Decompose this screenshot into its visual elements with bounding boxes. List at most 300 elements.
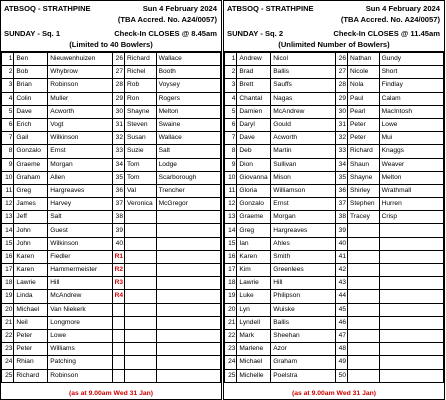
first-name: Kim — [237, 264, 271, 277]
entry-number: 23 — [2, 343, 14, 356]
first-name: Gloria — [237, 184, 271, 197]
entry-number: 13 — [2, 211, 14, 224]
surname: Hill — [271, 277, 335, 290]
surname: Calam — [379, 92, 443, 105]
entry-number: 28 — [335, 79, 347, 92]
entry-number: 14 — [2, 224, 14, 237]
table-row — [2, 329, 221, 342]
surname: Gundy — [379, 53, 443, 66]
entry-number: 30 — [112, 105, 124, 118]
first-name — [348, 264, 380, 277]
first-name: Giovanna — [237, 171, 271, 184]
first-name: Brett — [237, 79, 271, 92]
surname: Melton — [379, 171, 443, 184]
table-row — [225, 369, 444, 382]
table-row — [2, 79, 221, 92]
surname: Hammermeister — [48, 264, 112, 277]
surname — [379, 290, 443, 303]
squad-2-header — [224, 1, 444, 52]
surname — [379, 264, 443, 277]
entry-number: 3 — [2, 79, 14, 92]
entry-number: 35 — [112, 171, 124, 184]
surname: Smith — [271, 250, 335, 263]
surname — [156, 329, 220, 342]
entry-number: 37 — [112, 198, 124, 211]
surname: Williams — [48, 343, 112, 356]
first-name: Suzie — [125, 145, 157, 158]
entry-number: 46 — [335, 316, 347, 329]
surname — [379, 356, 443, 369]
surname: Lowe — [48, 329, 112, 342]
first-name — [125, 303, 157, 316]
first-name — [125, 237, 157, 250]
table-row — [2, 264, 221, 277]
surname — [156, 211, 220, 224]
table-row — [2, 118, 221, 131]
first-name — [348, 224, 380, 237]
surname: Graham — [271, 356, 335, 369]
surname: Short — [379, 66, 443, 79]
table-row — [2, 66, 221, 79]
first-name: Gail — [14, 132, 48, 145]
first-name — [125, 290, 157, 303]
surname: Rogers — [156, 92, 220, 105]
first-name: Damien — [237, 105, 271, 118]
entry-number: 9 — [2, 158, 14, 171]
surname: Findlay — [379, 79, 443, 92]
entry-number: R1 — [112, 250, 124, 263]
surname: Morgan — [48, 158, 112, 171]
entry-number: 29 — [112, 92, 124, 105]
first-name: Tom — [125, 171, 157, 184]
entry-number: 13 — [225, 211, 237, 224]
first-name: Nathan — [348, 53, 380, 66]
first-name: Richel — [125, 66, 157, 79]
table-row — [2, 316, 221, 329]
entry-number: 5 — [225, 105, 237, 118]
entry-number: 24 — [225, 356, 237, 369]
entry-number: 26 — [335, 53, 347, 66]
table-row — [225, 224, 444, 237]
table-row — [225, 132, 444, 145]
table-row — [2, 158, 221, 171]
first-name: Chantal — [237, 92, 271, 105]
entry-number: 2 — [2, 66, 14, 79]
first-name: Veronica — [125, 198, 157, 211]
surname — [379, 343, 443, 356]
entry-number: 17 — [225, 264, 237, 277]
entry-number: 24 — [2, 356, 14, 369]
squad-2-entries-table — [224, 52, 444, 383]
entry-number: 36 — [112, 184, 124, 197]
table-row — [225, 171, 444, 184]
table-row — [225, 53, 444, 66]
entry-number: R2 — [112, 264, 124, 277]
first-name: Brian — [14, 79, 48, 92]
first-name: Richard — [14, 369, 48, 382]
surname: McAndrew — [271, 105, 335, 118]
entry-number: 10 — [2, 171, 14, 184]
entry-number: 19 — [2, 290, 14, 303]
first-name — [348, 356, 380, 369]
table-row — [225, 105, 444, 118]
table-row — [2, 369, 221, 382]
table-row — [225, 250, 444, 263]
first-name — [125, 264, 157, 277]
entry-number: 21 — [2, 316, 14, 329]
first-name: Dion — [237, 158, 271, 171]
entry-number: 1 — [2, 53, 14, 66]
entry-number: 27 — [112, 66, 124, 79]
entry-number: 39 — [335, 224, 347, 237]
first-name: Tracey — [348, 211, 380, 224]
club-title: ATBSOQ - STRATHPINE — [4, 4, 91, 13]
surname: Hargreaves — [48, 184, 112, 197]
first-name: Lawrie — [237, 277, 271, 290]
table-row — [2, 356, 221, 369]
first-name: Michelle — [237, 369, 271, 382]
entry-number — [112, 369, 124, 382]
table-row — [225, 145, 444, 158]
first-name: Karen — [14, 250, 48, 263]
first-name: Graham — [14, 171, 48, 184]
entry-number — [112, 343, 124, 356]
first-name: Mark — [237, 329, 271, 342]
first-name — [125, 316, 157, 329]
first-name: Gonzalo — [14, 145, 48, 158]
entry-number: 7 — [2, 132, 14, 145]
entry-number: 34 — [335, 158, 347, 171]
first-name — [348, 316, 380, 329]
surname: Lodge — [156, 158, 220, 171]
surname: Robinson — [48, 369, 112, 382]
table-row — [225, 356, 444, 369]
session-label: SUNDAY - Sq. 2 — [227, 29, 284, 38]
surname: Guest — [48, 224, 112, 237]
first-name: Peter — [14, 343, 48, 356]
first-name — [348, 369, 380, 382]
surname: Ahles — [271, 237, 335, 250]
surname: Ballis — [271, 316, 335, 329]
surname — [379, 277, 443, 290]
surname: Weaver — [379, 158, 443, 171]
first-name: Lyn — [237, 303, 271, 316]
surname: Poelstra — [271, 369, 335, 382]
entry-number: 32 — [112, 132, 124, 145]
first-name: James — [14, 198, 48, 211]
table-row — [225, 277, 444, 290]
entry-number: 49 — [335, 356, 347, 369]
first-name — [125, 369, 157, 382]
table-row — [225, 118, 444, 131]
surname: Azor — [271, 343, 335, 356]
first-name — [348, 303, 380, 316]
event-date: Sun 4 February 2024 — [365, 4, 440, 13]
surname: Muller — [48, 92, 112, 105]
entry-number: 16 — [225, 250, 237, 263]
entry-number: 36 — [335, 184, 347, 197]
first-name: Nicole — [348, 66, 380, 79]
surname: Ernst — [48, 145, 112, 158]
squad-1-header — [1, 1, 221, 52]
surname: Nagas — [271, 92, 335, 105]
entry-number — [112, 329, 124, 342]
entry-number: 44 — [335, 290, 347, 303]
first-name: Rhian — [14, 356, 48, 369]
surname: Ballis — [271, 66, 335, 79]
surname: Fiedler — [48, 250, 112, 263]
entry-number: 9 — [225, 158, 237, 171]
entry-number: 25 — [2, 369, 14, 382]
first-name — [125, 343, 157, 356]
first-name: Andrew — [237, 53, 271, 66]
surname: Longmore — [48, 316, 112, 329]
entry-number: 14 — [225, 224, 237, 237]
table-row — [225, 92, 444, 105]
entry-number: 31 — [112, 118, 124, 131]
table-row — [225, 329, 444, 342]
entry-number: 19 — [225, 290, 237, 303]
surname: Wilkinson — [48, 132, 112, 145]
entry-number: 32 — [335, 132, 347, 145]
surname — [379, 303, 443, 316]
table-row — [225, 211, 444, 224]
first-name: Erich — [14, 118, 48, 131]
entry-number: 42 — [335, 264, 347, 277]
entry-number: 3 — [225, 79, 237, 92]
surname — [156, 264, 220, 277]
first-name: Brad — [237, 66, 271, 79]
entry-number: 20 — [2, 303, 14, 316]
entry-number: 18 — [225, 277, 237, 290]
entry-number: 48 — [335, 343, 347, 356]
first-name: Richard — [125, 53, 157, 66]
surname: Salt — [48, 211, 112, 224]
entry-number: 39 — [112, 224, 124, 237]
entry-number: 20 — [225, 303, 237, 316]
club-title: ATBSOQ - STRATHPINE — [227, 4, 314, 13]
first-name: Ian — [237, 237, 271, 250]
first-name: Steven — [125, 118, 157, 131]
first-name: Karen — [237, 250, 271, 263]
table-row — [2, 105, 221, 118]
entry-number: 25 — [225, 369, 237, 382]
accreditation-number: (TBA Accred. No. A24/0057) — [340, 15, 440, 24]
first-name: Ron — [125, 92, 157, 105]
entry-number: 7 — [225, 132, 237, 145]
first-name: Lyndell — [237, 316, 271, 329]
table-row — [225, 198, 444, 211]
surname — [379, 369, 443, 382]
first-name: Shirley — [348, 184, 380, 197]
entry-number — [112, 316, 124, 329]
first-name — [125, 329, 157, 342]
first-name: Richard — [348, 145, 380, 158]
surname — [156, 343, 220, 356]
first-name — [348, 277, 380, 290]
first-name: Daryl — [237, 118, 271, 131]
entry-number: 5 — [2, 105, 14, 118]
entry-number: 28 — [112, 79, 124, 92]
table-row — [2, 250, 221, 263]
surname — [156, 277, 220, 290]
entry-number: 50 — [335, 369, 347, 382]
first-name: Dave — [14, 105, 48, 118]
entry-number: 33 — [335, 145, 347, 158]
entry-number: 47 — [335, 329, 347, 342]
surname — [379, 237, 443, 250]
surname: Morgan — [271, 211, 335, 224]
entry-number: 4 — [2, 92, 14, 105]
surname: Nicol — [271, 53, 335, 66]
first-name: Gonzalo — [237, 198, 271, 211]
entry-number: R4 — [112, 290, 124, 303]
first-name: Marlene — [237, 343, 271, 356]
checkin-closes: Check-In CLOSES @ 11.45am — [333, 29, 440, 38]
entry-number: 38 — [335, 211, 347, 224]
surname: Van Niekerk — [48, 303, 112, 316]
checkin-closes: Check-In CLOSES @ 8.45am — [114, 29, 217, 38]
first-name: John — [14, 224, 48, 237]
table-row — [2, 237, 221, 250]
entry-number: 12 — [225, 198, 237, 211]
first-name — [125, 250, 157, 263]
squad-1-panel — [0, 0, 222, 400]
surname: Greenlees — [271, 264, 335, 277]
entry-number: 8 — [2, 145, 14, 158]
first-name: John — [14, 237, 48, 250]
surname — [156, 224, 220, 237]
entry-number — [112, 303, 124, 316]
surname: Wrathmall — [379, 184, 443, 197]
first-name: Neil — [14, 316, 48, 329]
surname — [379, 224, 443, 237]
table-row — [2, 224, 221, 237]
surname — [379, 316, 443, 329]
table-row — [225, 237, 444, 250]
entry-number: 18 — [2, 277, 14, 290]
surname: Nieuwenhuizen — [48, 53, 112, 66]
surname: Ernst — [271, 198, 335, 211]
surname: Williamson — [271, 184, 335, 197]
surname: Lowe — [379, 118, 443, 131]
surname: Martin — [271, 145, 335, 158]
squad-1-entries-table — [1, 52, 221, 383]
as-at-note: (as at 9.00am Wed 31 Jan) — [68, 390, 154, 397]
entry-number: 1 — [225, 53, 237, 66]
entry-number: 41 — [335, 250, 347, 263]
bowler-limit: (Unlimited Number of Bowlers) — [278, 40, 390, 49]
first-name: Ben — [14, 53, 48, 66]
surname: Hargreaves — [271, 224, 335, 237]
surname: Wuiske — [271, 303, 335, 316]
surname: Knaggs — [379, 145, 443, 158]
first-name — [348, 290, 380, 303]
surname: McGregor — [156, 198, 220, 211]
first-name: Paul — [348, 92, 380, 105]
entry-number: R3 — [112, 277, 124, 290]
surname: Melton — [156, 105, 220, 118]
first-name: Shaun — [348, 158, 380, 171]
first-name: Val — [125, 184, 157, 197]
entry-number: 8 — [225, 145, 237, 158]
table-row — [225, 66, 444, 79]
first-name — [125, 224, 157, 237]
first-name: Peter — [348, 118, 380, 131]
table-row — [2, 290, 221, 303]
entry-number: 2 — [225, 66, 237, 79]
first-name: Linda — [14, 290, 48, 303]
first-name — [125, 277, 157, 290]
entry-number: 37 — [335, 198, 347, 211]
table-row — [2, 277, 221, 290]
table-row — [225, 290, 444, 303]
surname — [156, 369, 220, 382]
entry-number: 15 — [2, 237, 14, 250]
first-name: Luke — [237, 290, 271, 303]
surname: Salt — [156, 145, 220, 158]
surname: McAndrew — [48, 290, 112, 303]
table-row — [225, 343, 444, 356]
entry-number: 43 — [335, 277, 347, 290]
as-at-note: (as at 9.00am Wed 31 Jan) — [291, 390, 377, 397]
first-name: Susan — [125, 132, 157, 145]
surname: Trencher — [156, 184, 220, 197]
first-name: Greg — [237, 224, 271, 237]
surname — [156, 356, 220, 369]
first-name: Karen — [14, 264, 48, 277]
table-row — [2, 184, 221, 197]
first-name: Graeme — [14, 158, 48, 171]
squad-2-panel — [223, 0, 445, 400]
surname: Hurren — [379, 198, 443, 211]
surname — [379, 329, 443, 342]
surname: Harvey — [48, 198, 112, 211]
first-name: Deb — [237, 145, 271, 158]
accreditation-number: (TBA Accred. No. A24/0057) — [117, 15, 217, 24]
entry-number: 10 — [225, 171, 237, 184]
surname: Acworth — [271, 132, 335, 145]
entry-number: 16 — [2, 250, 14, 263]
entry-number: 15 — [225, 237, 237, 250]
entry-number: 21 — [225, 316, 237, 329]
surname: Philipson — [271, 290, 335, 303]
table-row — [225, 79, 444, 92]
table-row — [2, 92, 221, 105]
entry-number: 6 — [225, 118, 237, 131]
entry-number: 38 — [112, 211, 124, 224]
surname: Patching — [48, 356, 112, 369]
table-row — [225, 303, 444, 316]
table-row — [2, 303, 221, 316]
surname — [156, 303, 220, 316]
entry-number: 12 — [2, 198, 14, 211]
table-row — [2, 53, 221, 66]
table-row — [2, 132, 221, 145]
first-name: Colin — [14, 92, 48, 105]
first-name: Dave — [237, 132, 271, 145]
first-name: Peter — [14, 329, 48, 342]
surname: Wilkinson — [48, 237, 112, 250]
entry-number: 22 — [225, 329, 237, 342]
surname: Mui — [379, 132, 443, 145]
table-row — [2, 145, 221, 158]
surname: Vogt — [48, 118, 112, 131]
table-row — [2, 171, 221, 184]
surname: Mison — [271, 171, 335, 184]
entry-number: 40 — [335, 237, 347, 250]
entry-number: 33 — [112, 145, 124, 158]
